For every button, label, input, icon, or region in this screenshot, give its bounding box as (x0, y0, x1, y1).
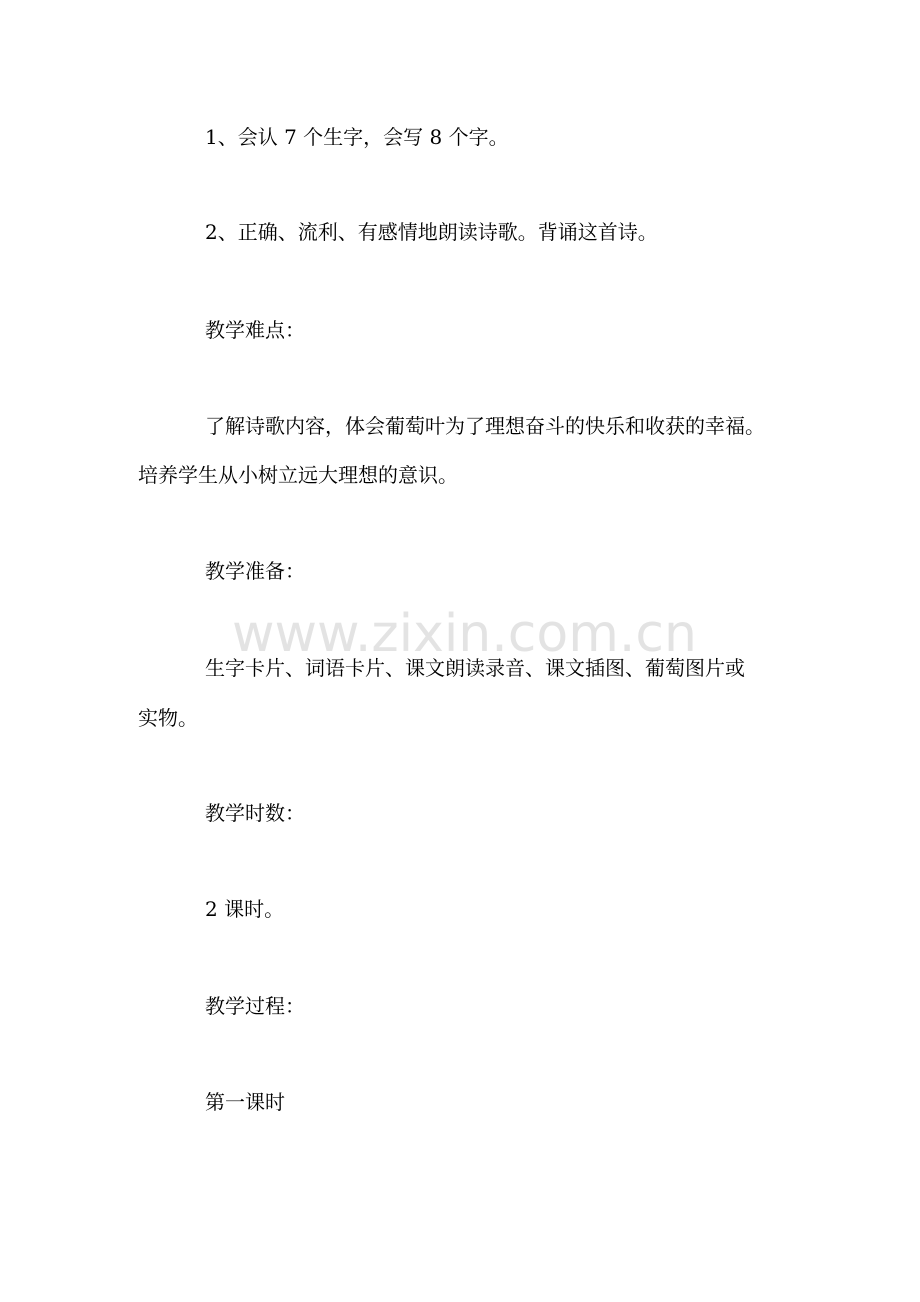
heading-class-hours: 教学时数： (205, 801, 305, 825)
heading-preparation: 教学准备： (205, 559, 305, 583)
difficulties-text-line-1: 了解诗歌内容，体会葡萄叶为了理想奋斗的快乐和收获的幸福。 (205, 414, 765, 438)
difficulties-text-line-2: 培养学生从小树立远大理想的意识。 (138, 463, 458, 487)
watermark: www.zixin.com.cn (232, 604, 697, 664)
objective-2: 2、正确、流利、有感情地朗读诗歌。背诵这首诗。 (205, 220, 658, 244)
heading-difficulties: 教学难点： (205, 318, 305, 342)
preparation-text-line-2: 实物。 (138, 706, 198, 730)
class-hours-text: 2 课时。 (205, 897, 285, 921)
heading-teaching-process: 教学过程： (205, 994, 305, 1018)
first-lesson-title: 第一课时 (205, 1090, 285, 1114)
objective-1: 1、会认 7 个生字，会写 8 个字。 (205, 125, 509, 149)
preparation-text-line-1: 生字卡片、词语卡片、课文朗读录音、课文插图、葡萄图片或 (205, 656, 745, 680)
